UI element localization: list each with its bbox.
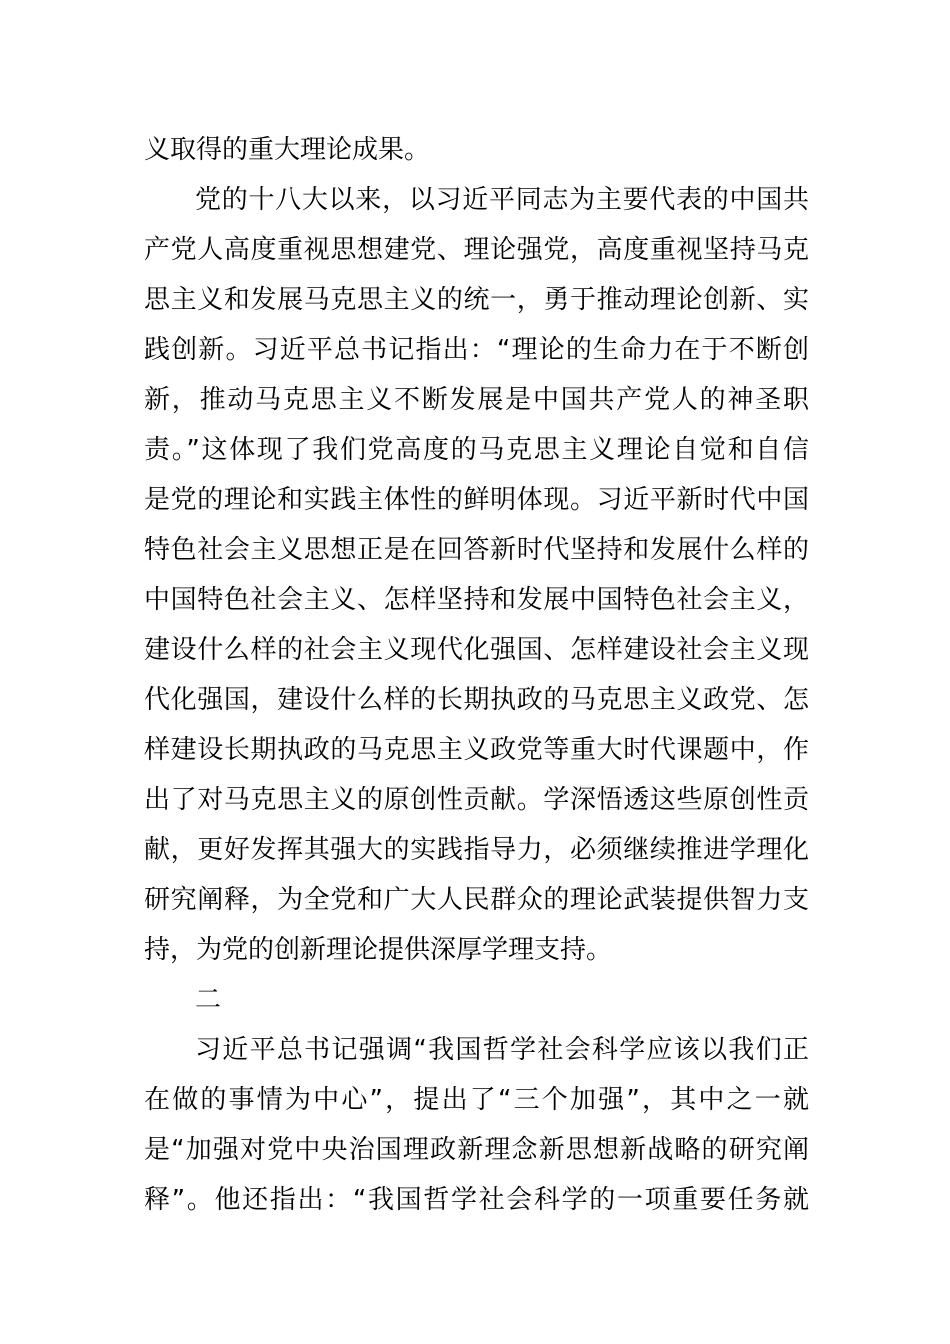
- text-line: 思主义和发展马克思主义的统一，勇于推动理论创新、实: [144, 285, 809, 315]
- text-line: 献，更好发挥其强大的实践指导力，必须继续推进学理化: [144, 835, 809, 865]
- text-line: 释”。他还指出：“我国哲学社会科学的一项重要任务就: [144, 1185, 809, 1215]
- text-line: 特色社会主义思想正是在回答新时代坚持和发展什么样的: [144, 535, 809, 565]
- text-line: 中国特色社会主义、怎样坚持和发展中国特色社会主义，: [144, 585, 809, 615]
- text-line: 出了对马克思主义的原创性贡献。学深悟透这些原创性贡: [144, 785, 809, 815]
- text-line: 是党的理论和实践主体性的鲜明体现。习近平新时代中国: [144, 485, 809, 515]
- text-line: 义取得的重大理论成果。: [144, 135, 431, 165]
- text-line: 样建设长期执政的马克思主义政党等重大时代课题中，作: [144, 735, 809, 765]
- paragraph-start-line: 党的十八大以来，以习近平同志为主要代表的中国共: [195, 185, 809, 215]
- section-heading: 二: [195, 985, 222, 1015]
- text-line: 新，推动马克思主义不断发展是中国共产党人的神圣职: [144, 385, 809, 415]
- text-line: 责。”这体现了我们党高度的马克思主义理论自觉和自信: [144, 435, 809, 465]
- text-line: 在做的事情为中心”，提出了“三个加强”，其中之一就: [144, 1085, 809, 1115]
- text-line: 践创新。习近平总书记指出：“理论的生命力在于不断创: [144, 335, 809, 365]
- text-line: 是“加强对党中央治国理政新理念新思想新战略的研究阐: [144, 1135, 809, 1165]
- paragraph-start-line: 习近平总书记强调“我国哲学社会科学应该以我们正: [195, 1035, 809, 1065]
- text-line: 产党人高度重视思想建党、理论强党，高度重视坚持马克: [144, 235, 809, 265]
- text-line: 代化强国，建设什么样的长期执政的马克思主义政党、怎: [144, 685, 809, 715]
- text-line: 建设什么样的社会主义现代化强国、怎样建设社会主义现: [144, 635, 809, 665]
- text-line: 研究阐释，为全党和广大人民群众的理论武装提供智力支: [144, 885, 809, 915]
- text-line: 持，为党的创新理论提供深厚学理支持。: [144, 935, 613, 965]
